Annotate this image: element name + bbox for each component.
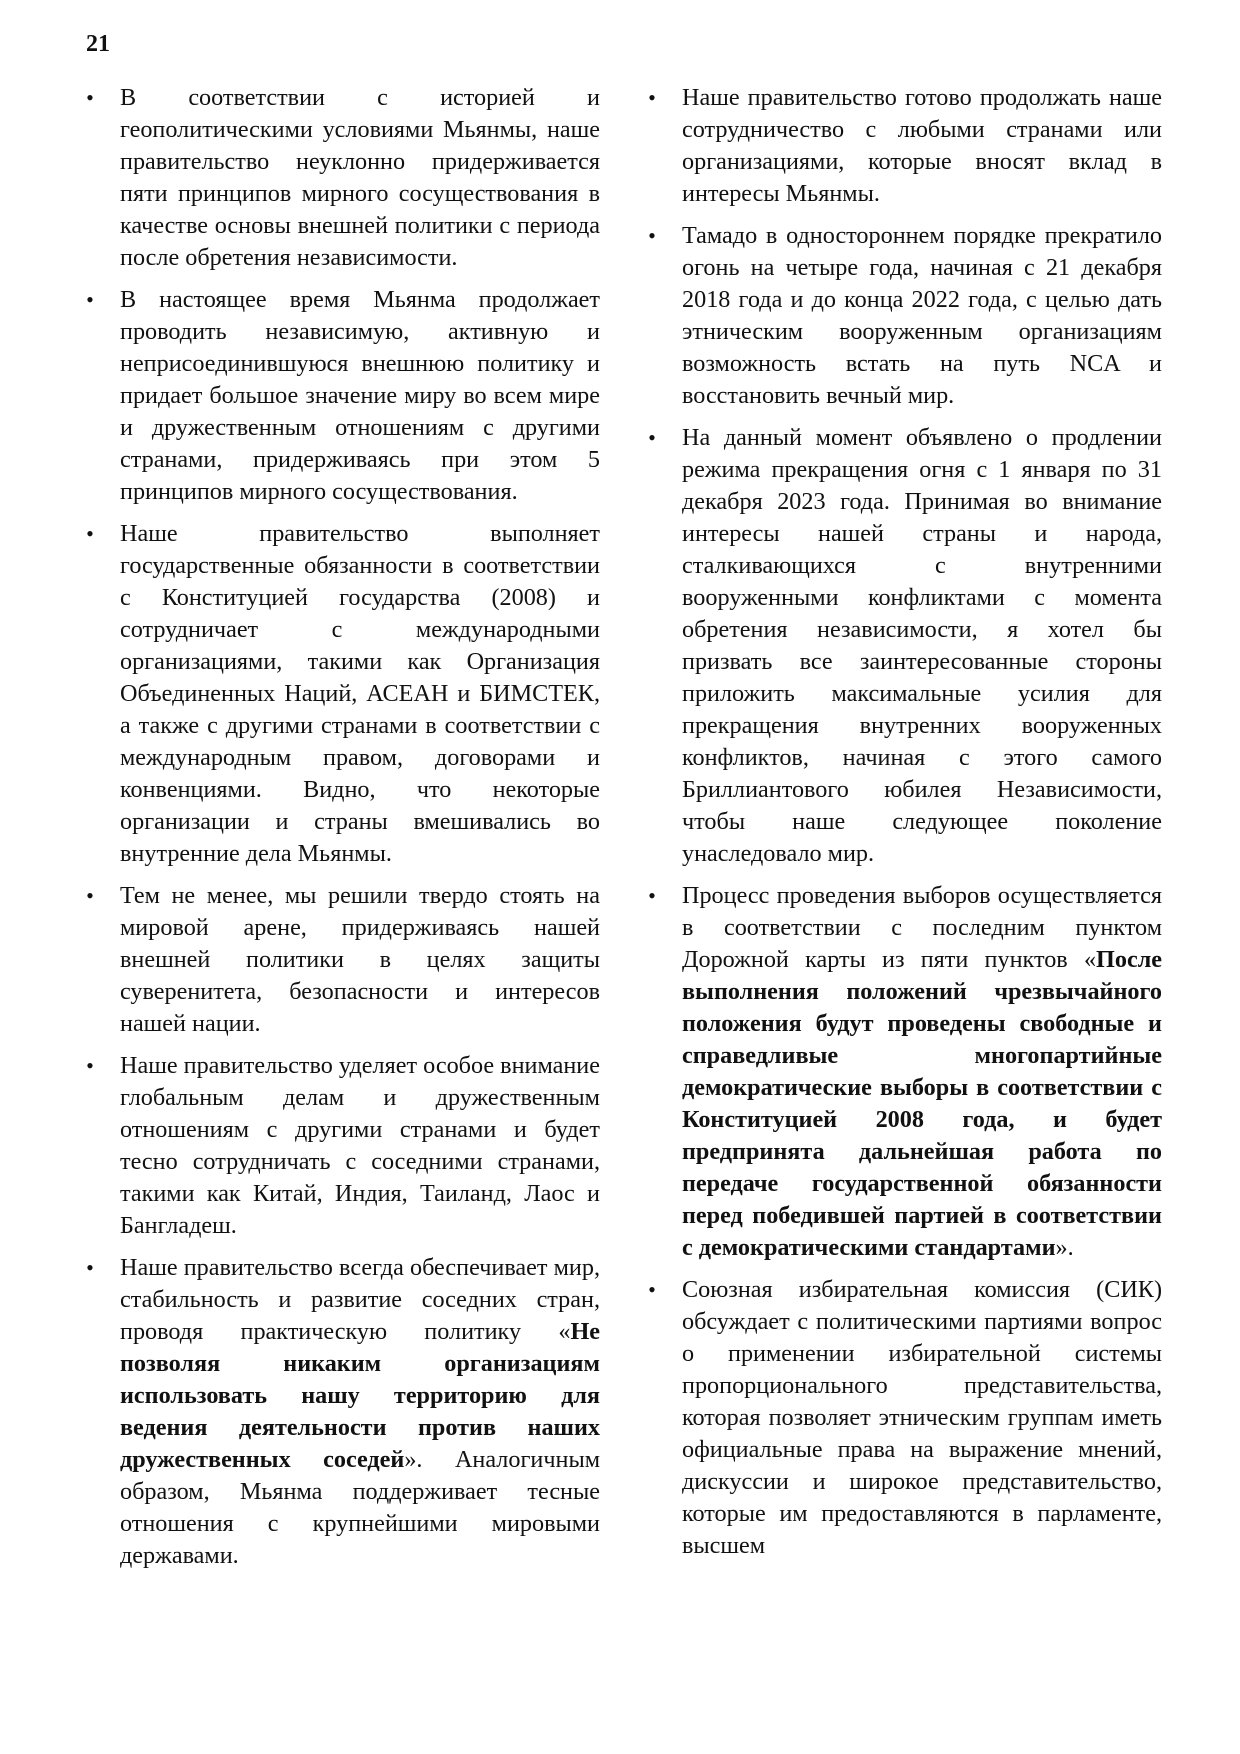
bold-text: Не позволяя никаким организациям использовать нашу территорию для ведения деятельности против наших дружественных соседей (120, 1318, 600, 1473)
bullet-icon: • (648, 223, 656, 248)
text: Тем не менее, мы решили твердо стоять на мировой арене, придерживаясь нашей внешней политики в целях защиты суверенитета, безопасности и интересов нашей нации. (120, 882, 600, 1037)
right-bullet-list (642, 82, 1162, 1562)
bullet-icon: • (648, 85, 656, 110)
list-item (642, 82, 1162, 210)
right-column (642, 82, 1162, 1572)
list-item (80, 82, 600, 274)
page-number: 21 (86, 31, 110, 57)
text: Процесс проведения выборов осуществляется в соответствии с последним пунктом Дорожной карты из пяти пунктов « (682, 882, 1162, 973)
text: ». Аналогичным образом, Мьянма поддерживает тесные отношения с крупнейшими мировыми державами. (120, 1446, 600, 1569)
bullet-icon: • (86, 521, 94, 546)
bullet-icon: • (86, 287, 94, 312)
text: В соответствии с историей и геополитическими условиями Мьянмы, наше правительство неуклонно придерживается пяти принципов мирного сосуществования в качестве основы внешней политики с периода после обретения независимости. (120, 84, 600, 271)
bold-text: После выполнения положений чрезвычайного положения будут проведены свободные и справедливые многопартийные демократические выборы в соответствии с Конституцией 2008 года, и будет предпринята дальнейшая работа по передаче государственной обязанности перед победившей партией в соответствии с демократическими стандартами (682, 946, 1162, 1261)
left-bullet-list (80, 82, 600, 1572)
bullet-icon: • (86, 85, 94, 110)
bullet-icon: • (648, 1277, 656, 1302)
left-column (80, 82, 600, 1582)
list-item (80, 518, 600, 870)
text: Союзная избирательная комиссия (СИК) обсуждает с политическими партиями вопрос о применении избирательной системы пропорционального представительства, которая позволяет этническим группам иметь официальные права на выражение мнений, дискуссии и широкое представительство, которые им предоставляются в парламенте, высшем (682, 1276, 1162, 1559)
list-item (642, 422, 1162, 870)
list-item (642, 880, 1162, 1264)
text: Наше правительство уделяет особое внимание глобальным делам и дружественным отношениям с другими странами и будет тесно сотрудничать с соседними странами, такими как Китай, Индия, Таиланд, Лаос и Бангладеш. (120, 1052, 600, 1239)
list-item (80, 1252, 600, 1572)
list-item (80, 880, 600, 1040)
text: Наше правительство готово продолжать наше сотрудничество с любыми странами или организациями, которые вносят вклад в интересы Мьянмы. (682, 84, 1162, 207)
text: Наше правительство всегда обеспечивает мир, стабильность и развитие соседних стран, проводя практическую политику « (120, 1254, 600, 1345)
bullet-icon: • (86, 883, 94, 908)
list-item (642, 1274, 1162, 1562)
bullet-icon: • (648, 425, 656, 450)
bullet-icon: • (86, 1255, 94, 1280)
text: Наше правительство выполняет государственные обязанности в соответствии с Конституцией государства (2008) и сотрудничает с международными организациями, такими как Организация Объединенных Наций, АСЕАН и БИМСТЕК, а также с другими странами в соответствии с международным правом, договорами и конвенциями. Видно, что некоторые организации и страны вмешивались во внутренние дела Мьянмы. (120, 520, 600, 867)
text: Тамадо в одностороннем порядке прекратило огонь на четыре года, начиная с 21 декабря 2018 года и до конца 2022 года, с целью дать этническим вооруженным организациям возможность встать на путь NCA и восстановить вечный мир. (682, 222, 1162, 409)
text: В настоящее время Мьянма продолжает проводить независимую, активную и неприсоединившуюся внешнюю политику и придает большое значение миру во всем мире и дружественным отношениям с другими странами, придерживаясь при этом 5 принципов мирного сосуществования. (120, 286, 600, 505)
list-item (642, 220, 1162, 412)
text: На данный момент объявлено о продлении режима прекращения огня с 1 января по 31 декабря 2023 года. Принимая во внимание интересы нашей страны и народа, сталкивающихся с внутренними вооруженными конфликтами с момента обретения независимости, я хотел бы призвать все заинтересованные стороны приложить максимальные усилия для прекращения внутренних вооруженных конфликтов, начиная с этого самого Бриллиантового юбилея Независимости, чтобы наше следующее поколение унаследовало мир. (682, 424, 1162, 867)
bullet-icon: • (648, 883, 656, 908)
text: ». (1055, 1234, 1074, 1261)
bullet-icon: • (86, 1053, 94, 1078)
list-item (80, 284, 600, 508)
list-item (80, 1050, 600, 1242)
